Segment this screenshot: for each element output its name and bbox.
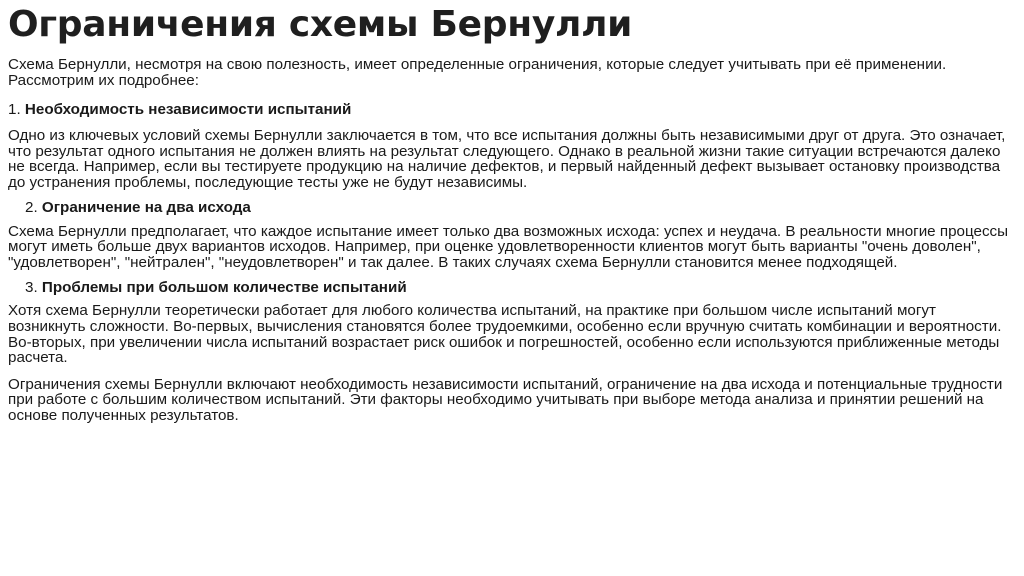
intro-paragraph: Схема Бернулли, несмотря на свою полезность, имеет определенные ограничения, которые следует учитывать при её применении. Рассмотрим их подробнее:: [8, 56, 947, 89]
section-paragraph-1: Одно из ключевых условий схемы Бернулли заключается в том, что все испытания должны быть независимыми друг от друга. Это означает, что результат одного испытания не должен влиять на результат следующего. Однако в реальной жизни такие ситуации встречаются далеко не всегда. Например, если вы тестируете продукцию на наличие дефектов, и первый найденный дефект вызывает остановку производства до устранения проблемы, последующие тесты уже не будут независимы.: [8, 127, 1006, 191]
section-title: Ограничение на два исхода: [41, 198, 251, 216]
section-number: 1.: [8, 101, 21, 119]
slide-content: [8, 0, 1012, 424]
section-number: 3.: [25, 279, 38, 297]
conclusion-paragraph: Ограничения схемы Бернулли включают необходимость независимости испытаний, ограничение на два исхода и потенциальные трудности при работе с большим количеством испытаний. Эти факторы необходимо учитывать при выборе метода анализа и принятии решений на основе полученных результатов.: [8, 375, 1003, 424]
page-title: Ограничения схемы Бернулли: [8, 4, 633, 45]
section-heading-2: [8, 199, 1012, 216]
section-title: Необходимость независимости испытаний: [24, 101, 352, 119]
section-paragraph-2: Схема Бернулли предполагает, что каждое испытание имеет только два возможных исхода: успех и неудача. В реальности многие процессы могут иметь больше двух вариантов исходов. Например, при оценке удовлетворенности клиентов могут быть варианты "очень доволен", "удовлетворен", "нейтрален", "неудовлетворен" и так далее. В таких случаях схема Бернулли становится менее подходящей.: [8, 222, 1009, 271]
section-number: 2.: [25, 198, 38, 216]
section-title: Проблемы при большом количестве испытаний: [41, 279, 407, 297]
section-paragraph-3: Хотя схема Бернулли теоретически работает для любого количества испытаний, на практике при большом числе испытаний могут возникнуть сложности. Во-первых, вычисления становятся более трудоемкими, особенно если вручную считать комбинации и вероятности. Во-вторых, при увеличении числа испытаний возрастает риск ошибок и погрешностей, особенно если используются приближенные методы расчета.: [8, 302, 1002, 367]
section-heading-3: [8, 279, 1012, 296]
section-heading-1: [8, 101, 1012, 118]
